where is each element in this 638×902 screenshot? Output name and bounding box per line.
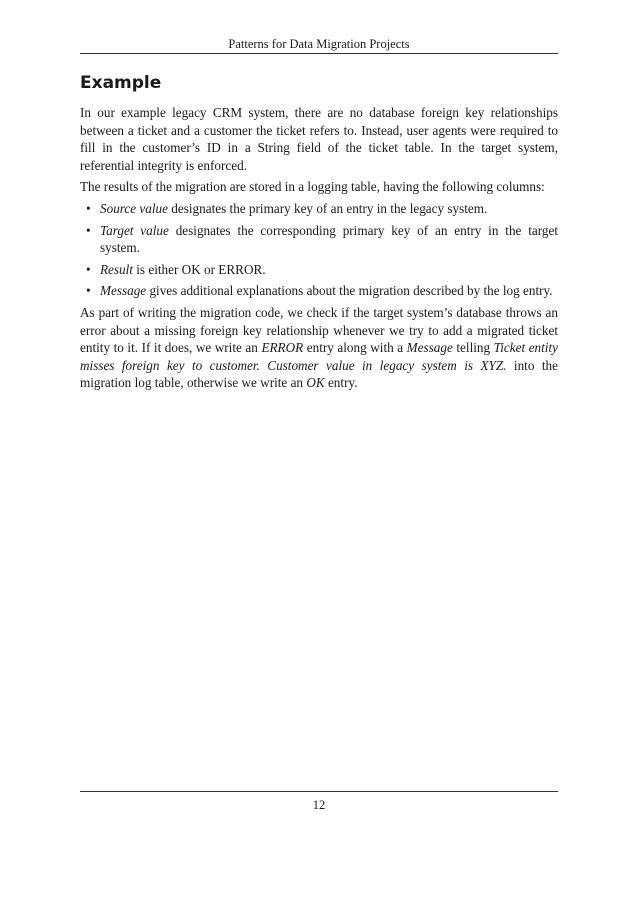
closing-text-3: telling: [452, 340, 494, 356]
closing-text-1: As part of writing the migration code, we check if the target system’s database throws an error about a missing foreign key relationship whenever we try to add a migrated ticket entity to it. If it does, we write an: [80, 304, 558, 356]
list-item: [80, 282, 558, 300]
bullet-icon: •: [86, 200, 91, 216]
list-item-text: designates the corresponding primary key of an entry in the target system.: [100, 222, 559, 256]
columns-list: [80, 200, 558, 300]
main-content: [80, 70, 558, 396]
closing-emphasis-ok: OK: [306, 375, 325, 391]
running-header: Patterns for Data Migration Projects: [228, 37, 410, 51]
bullet-icon: •: [86, 222, 91, 238]
list-item-text: gives additional explanations about the migration described by the log entry.: [146, 283, 553, 299]
section-title: Example: [80, 73, 162, 93]
header-rule: [80, 53, 558, 54]
closing-emphasis-error: ERROR: [261, 340, 304, 356]
list-item-term: Message: [100, 283, 147, 299]
closing-text-5: entry.: [324, 375, 358, 391]
list-item: [80, 222, 558, 257]
bullet-icon: •: [86, 283, 91, 299]
paragraph-intro: In our example legacy CRM system, there are no database foreign key relationships between a ticket and a customer the ticket refers to. Instead, user agents were required to fill in the customer’s ID in a String field of the ticket table. In the target system, referential integrity is enforced.: [80, 105, 558, 173]
list-item-term: Source value: [100, 200, 168, 216]
closing-emphasis-quote: Ticket entity misses foreign key to customer. Customer value in legacy system is XYZ.: [80, 340, 558, 373]
list-item: [80, 261, 558, 279]
list-item-text: is either OK or ERROR.: [132, 261, 266, 277]
bullet-icon: •: [86, 261, 91, 277]
paragraph-logging-table: The results of the migration are stored in a logging table, having the following columns:: [80, 179, 545, 195]
closing-text-4: into the migration log table, otherwise we write an: [80, 357, 558, 391]
closing-text-2: entry along with a: [303, 340, 407, 356]
list-item-term: Target value: [100, 222, 169, 238]
footer-rule: [80, 791, 558, 792]
closing-emphasis-message: Message: [406, 340, 453, 356]
list-item-term: Result: [100, 261, 133, 277]
list-item: [80, 200, 558, 218]
list-item-text: designates the primary key of an entry in the legacy system.: [168, 200, 488, 216]
paragraph-closing: [80, 304, 558, 392]
page-number: 12: [312, 798, 326, 812]
